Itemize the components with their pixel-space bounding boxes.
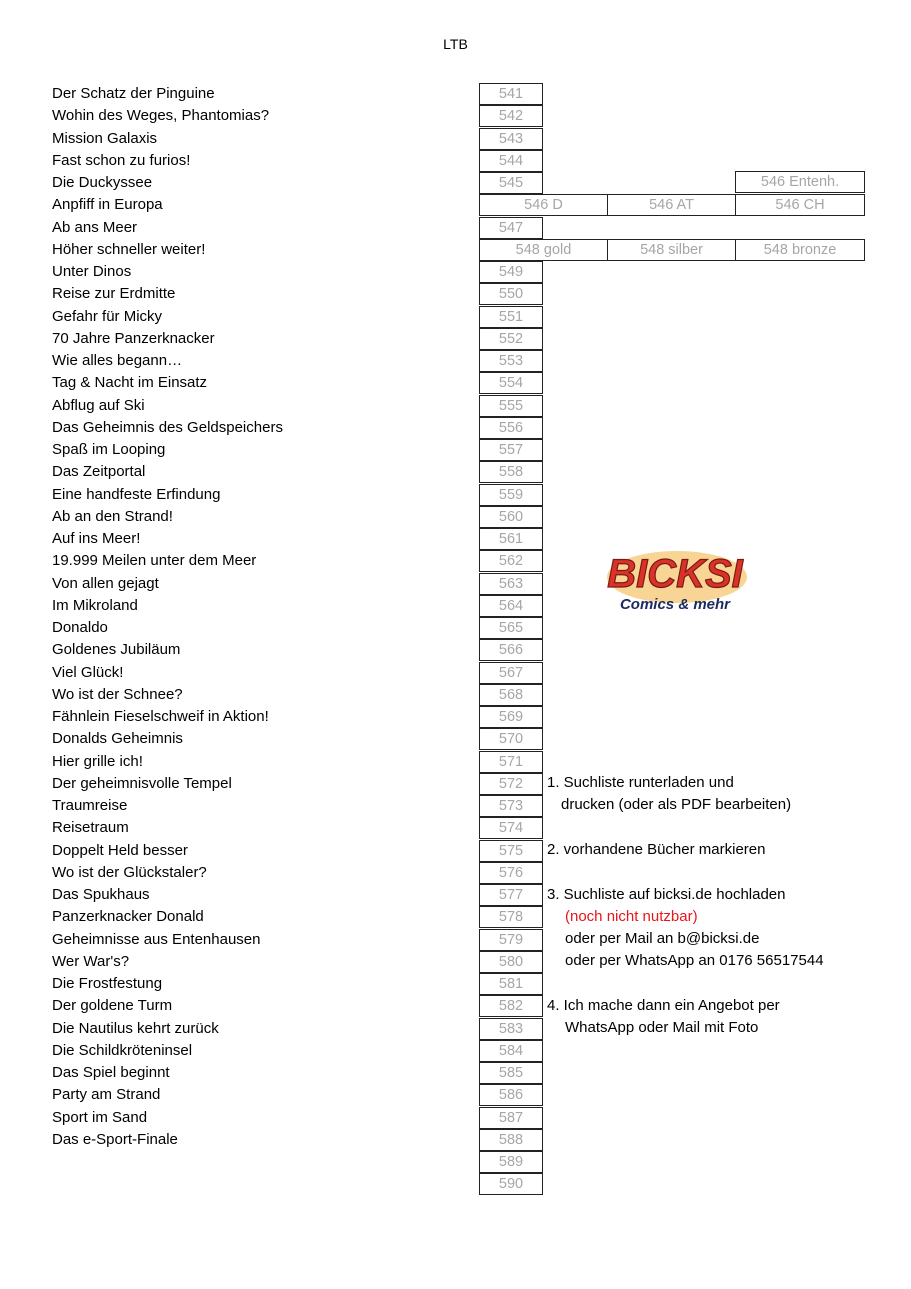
title-entry: Reisetraum (52, 819, 129, 836)
title-entry: Auf ins Meer! (52, 530, 141, 547)
title-entry: Reise zur Erdmitte (52, 285, 176, 302)
title-entry: Das Zeitportal (52, 463, 146, 480)
number-cell[interactable]: 541 (479, 83, 543, 105)
title-entry: Mission Galaxis (52, 130, 158, 147)
number-cell[interactable]: 583 (479, 1018, 543, 1040)
number-cell[interactable]: 553 (479, 350, 543, 372)
title-entry: Donaldo (52, 619, 108, 636)
title-entry: Die Nautilus kehrt zurück (52, 1020, 219, 1037)
instruction-step-3-mail: oder per Mail an b@bicksi.de (565, 930, 760, 947)
title-entry: Der geheimnisvolle Tempel (52, 775, 232, 792)
number-cell[interactable]: 584 (479, 1040, 543, 1062)
instruction-step-3-whatsapp: oder per WhatsApp an 0176 56517544 (565, 952, 824, 969)
number-cell[interactable]: 565 (479, 617, 543, 639)
number-cell[interactable]: 561 (479, 528, 543, 550)
title-entry: Doppelt Held besser (52, 842, 188, 859)
title-entry: Panzerknacker Donald (52, 908, 204, 925)
number-cell[interactable]: 588 (479, 1129, 543, 1151)
number-cell[interactable]: 589 (479, 1151, 543, 1173)
number-cell[interactable]: 576 (479, 862, 543, 884)
variant-cell-546-d[interactable]: 546 D (479, 194, 608, 216)
number-cell[interactable]: 564 (479, 595, 543, 617)
number-cell[interactable]: 542 (479, 105, 543, 127)
title-entry: Das Geheimnis des Geldspeichers (52, 419, 283, 436)
number-cell[interactable]: 567 (479, 662, 543, 684)
title-entry: Wo ist der Glückstaler? (52, 864, 207, 881)
title-entry: 70 Jahre Panzerknacker (52, 330, 215, 347)
number-cell[interactable]: 549 (479, 261, 543, 283)
number-cell[interactable]: 586 (479, 1084, 543, 1106)
title-entry: Traumreise (52, 797, 128, 814)
number-cell[interactable]: 578 (479, 906, 543, 928)
title-entry: Party am Strand (52, 1086, 161, 1103)
title-entry: Unter Dinos (52, 263, 132, 280)
title-entry: Goldenes Jubiläum (52, 641, 181, 658)
number-cell[interactable]: 572 (479, 773, 543, 795)
variant-cell-546-entenh[interactable]: 546 Entenh. (735, 171, 865, 193)
title-entry: Hier grille ich! (52, 753, 143, 770)
logo-wordmark: BICKSI (607, 552, 743, 596)
instruction-step-3: 3. Suchliste auf bicksi.de hochladen (547, 886, 786, 903)
title-entry: Die Schildkröteninsel (52, 1042, 193, 1059)
title-entry: Sport im Sand (52, 1109, 148, 1126)
title-entry: Wer War's? (52, 953, 130, 970)
title-entry: Fast schon zu furios! (52, 152, 191, 169)
number-cell[interactable]: 569 (479, 706, 543, 728)
title-entry: Das e-Sport-Finale (52, 1131, 178, 1148)
title-entry: Von allen gejagt (52, 575, 159, 592)
logo-tagline: Comics & mehr (619, 596, 731, 613)
number-cell[interactable]: 581 (479, 973, 543, 995)
number-cell[interactable]: 543 (479, 128, 543, 150)
number-cell[interactable]: 587 (479, 1107, 543, 1129)
number-cell[interactable]: 551 (479, 306, 543, 328)
title-entry: Geheimnisse aus Entenhausen (52, 931, 261, 948)
number-cell[interactable]: 590 (479, 1173, 543, 1195)
instruction-step-4: 4. Ich mache dann ein Angebot per (547, 997, 780, 1014)
title-entry: Donalds Geheimnis (52, 730, 183, 747)
title-entry: Eine handfeste Erfindung (52, 486, 221, 503)
number-cell[interactable]: 573 (479, 795, 543, 817)
number-cell[interactable]: 547 (479, 217, 543, 239)
title-entry: Der Schatz der Pinguine (52, 85, 215, 102)
number-cell[interactable]: 556 (479, 417, 543, 439)
title-entry: 19.999 Meilen unter dem Meer (52, 552, 257, 569)
number-cell[interactable]: 566 (479, 639, 543, 661)
number-cell[interactable]: 555 (479, 395, 543, 417)
number-cell[interactable]: 563 (479, 573, 543, 595)
title-entry: Das Spukhaus (52, 886, 150, 903)
number-cell[interactable]: 580 (479, 951, 543, 973)
number-cell[interactable]: 577 (479, 884, 543, 906)
instruction-step-3-note: (noch nicht nutzbar) (565, 908, 698, 925)
number-cell[interactable]: 585 (479, 1062, 543, 1084)
number-cell[interactable]: 558 (479, 461, 543, 483)
number-cell[interactable]: 575 (479, 840, 543, 862)
variant-cell-546-at[interactable]: 546 AT (607, 194, 736, 216)
title-entry: Anpfiff in Europa (52, 196, 163, 213)
number-cell[interactable]: 557 (479, 439, 543, 461)
bicksi-logo (605, 547, 749, 615)
number-cell[interactable]: 550 (479, 283, 543, 305)
variant-cell-548-gold[interactable]: 548 gold (479, 239, 608, 261)
title-entry: Wie alles begann… (52, 352, 183, 369)
number-cell[interactable]: 560 (479, 506, 543, 528)
title-entry: Das Spiel beginnt (52, 1064, 170, 1081)
page-header: LTB (443, 36, 468, 52)
title-entry: Ab an den Strand! (52, 508, 173, 525)
number-cell[interactable]: 571 (479, 751, 543, 773)
number-cell[interactable]: 552 (479, 328, 543, 350)
title-entry: Wohin des Weges, Phantomias? (52, 107, 270, 124)
instruction-step-1-cont: drucken (oder als PDF bearbeiten) (561, 796, 792, 813)
title-entry: Wo ist der Schnee? (52, 686, 183, 703)
title-entry: Die Frostfestung (52, 975, 163, 992)
variant-cell-546-ch[interactable]: 546 CH (735, 194, 865, 216)
number-cell[interactable]: 570 (479, 728, 543, 750)
variant-cell-548-bronze[interactable]: 548 bronze (735, 239, 865, 261)
instruction-step-4-cont: WhatsApp oder Mail mit Foto (565, 1019, 759, 1036)
title-entry: Tag & Nacht im Einsatz (52, 374, 208, 391)
instruction-step-1: 1. Suchliste runterladen und (547, 774, 734, 791)
number-cell[interactable]: 545 (479, 172, 543, 194)
number-cell[interactable]: 562 (479, 550, 543, 572)
title-entry: Im Mikroland (52, 597, 138, 614)
number-cell[interactable]: 574 (479, 817, 543, 839)
number-cell[interactable]: 579 (479, 929, 543, 951)
title-entry: Spaß im Looping (52, 441, 166, 458)
number-cell[interactable]: 582 (479, 995, 543, 1017)
title-entry: Ab ans Meer (52, 219, 138, 236)
number-cell[interactable]: 568 (479, 684, 543, 706)
instruction-step-2: 2. vorhandene Bücher markieren (547, 841, 766, 858)
title-entry: Der goldene Turm (52, 997, 173, 1014)
title-entry: Viel Glück! (52, 664, 124, 681)
title-entry: Abflug auf Ski (52, 397, 145, 414)
number-cell[interactable]: 554 (479, 372, 543, 394)
title-entry: Fähnlein Fieselschweif in Aktion! (52, 708, 269, 725)
number-cell[interactable]: 559 (479, 484, 543, 506)
title-entry: Gefahr für Micky (52, 308, 163, 325)
title-entry: Die Duckyssee (52, 174, 153, 191)
number-cell[interactable]: 544 (479, 150, 543, 172)
title-entry: Höher schneller weiter! (52, 241, 206, 258)
variant-cell-548-silber[interactable]: 548 silber (607, 239, 736, 261)
